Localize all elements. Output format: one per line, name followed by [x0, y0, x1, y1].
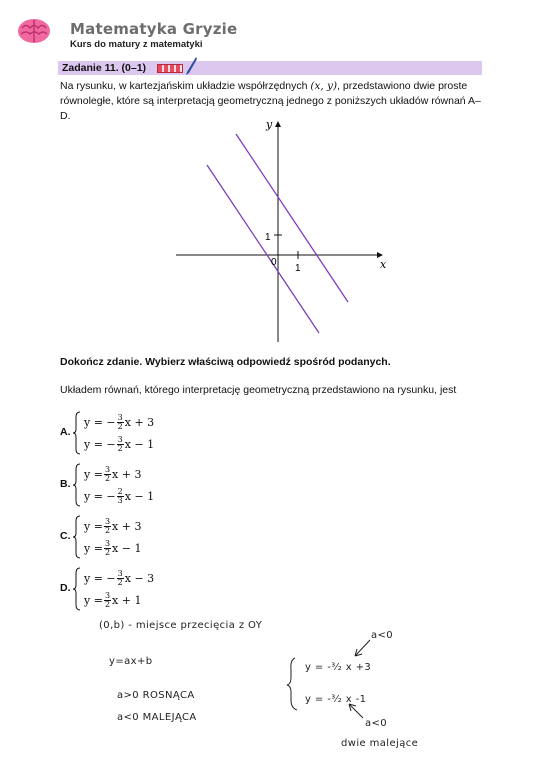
x-tick-label: 1 [295, 263, 301, 274]
equation-2: y = − $\frac{2}{3}$ x − 1 [84, 486, 155, 505]
line-lower [207, 165, 319, 333]
option-d[interactable] [58, 566, 218, 612]
option-letter: D. [60, 582, 71, 594]
note-eq-2: y = -³⁄₂ x -1 [305, 694, 367, 705]
arrow-bottom-icon [349, 704, 363, 718]
option-letter: C. [60, 530, 71, 542]
handwritten-notes [95, 608, 445, 758]
brace-icon [72, 515, 82, 559]
y-tick-label: 1 [265, 232, 271, 243]
pen-icon [184, 56, 198, 76]
equation-2: y = $\frac{3}{2}$ x − 1 [84, 538, 142, 557]
note-tag-top: a<0 [371, 630, 394, 641]
equation-1: y = $\frac{3}{2}$ x + 3 [84, 516, 142, 535]
task-header-bar [58, 61, 482, 75]
intro-text-end: , przedstawiono dwie proste równoległe, które są interpretacją geometryczną jednego z poniższych układów równań A–D. [60, 80, 481, 122]
coordinate-graph [170, 112, 395, 347]
page-header [14, 14, 524, 50]
option-a[interactable] [58, 410, 218, 456]
brace-icon [72, 463, 82, 507]
brand-title: Matematyka Gryzie [70, 20, 238, 38]
note-conclusion: dwie malejące [341, 738, 419, 749]
note-line-3: a>0 ROSNĄCA [117, 690, 195, 701]
line-upper [236, 134, 348, 302]
note-tag-bottom: a<0 [365, 718, 388, 729]
option-b[interactable] [58, 462, 218, 508]
task-question: Układem równań, którego interpretację geometryczną przedstawiono na rysunku, jest [60, 384, 457, 396]
note-line-1: (0,b) - miejsce przecięcia z OY [99, 620, 263, 631]
note-line-4: a<0 MALEJĄCA [117, 712, 197, 723]
equation-1: y = − $\frac{3}{2}$ x − 3 [84, 568, 155, 587]
note-line-2: y=ax+b [109, 656, 153, 667]
note-brace-icon [287, 658, 297, 710]
equation-2: y = − $\frac{3}{2}$ x − 1 [84, 434, 155, 453]
equation-2: y = $\frac{3}{2}$ x + 1 [84, 590, 142, 609]
option-letter: B. [60, 478, 71, 490]
brace-icon [72, 411, 82, 455]
equation-1: y = $\frac{3}{2}$ x + 3 [84, 464, 142, 483]
note-eq-1: y = -³⁄₂ x +3 [305, 662, 372, 673]
intro-coords: (x, y) [310, 80, 338, 92]
task-prompt: Dokończ zdanie. Wybierz właściwą odpowiedź spośród podanych. [60, 356, 391, 368]
origin-label: 0 [271, 257, 277, 268]
brand-subtitle: Kurs do matury z matematyki [70, 39, 203, 50]
option-letter: A. [60, 426, 71, 438]
brace-icon [72, 567, 82, 611]
difficulty-rating-icon [157, 64, 183, 73]
task-title: Zadanie 11. (0–1) [62, 62, 147, 74]
intro-text-start: Na rysunku, w kartezjańskim układzie współrzędnych [60, 80, 308, 92]
y-axis-label: y [266, 118, 273, 131]
x-axis-label: x [380, 258, 387, 271]
option-c[interactable] [58, 514, 218, 560]
brain-logo-icon [16, 16, 52, 46]
arrow-top-icon [355, 640, 370, 656]
equation-1: y = − $\frac{3}{2}$ x + 3 [84, 412, 155, 431]
